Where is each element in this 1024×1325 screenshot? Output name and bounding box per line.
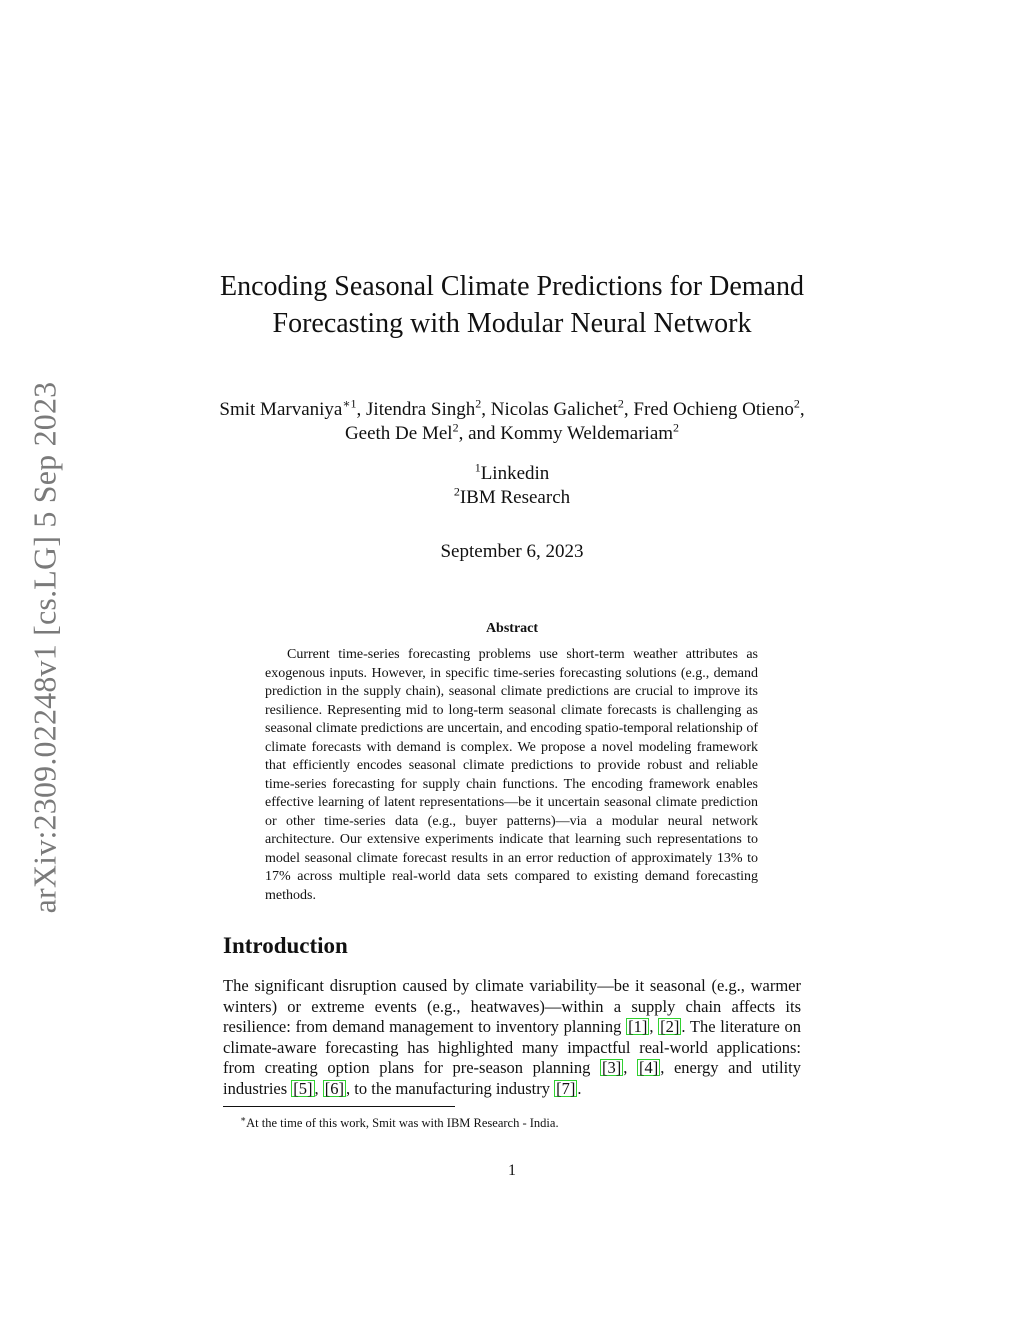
paper-title: Encoding Seasonal Climate Predictions for Demand Forecasting with Modular Neural Network [220, 271, 804, 339]
arxiv-stamp [24, 365, 66, 930]
body-text: , [623, 1058, 637, 1077]
affiliation-item [212, 462, 812, 486]
footnote-marker: ∗ [240, 1114, 247, 1124]
footnote-divider [223, 1106, 455, 1107]
body-text: , energy and utility industries [223, 1058, 801, 1098]
affiliation-list [212, 462, 812, 510]
author-affil-marker: 2 [475, 396, 482, 411]
citation-link[interactable]: [7] [556, 1078, 576, 1098]
author-name: Smit Marvaniya [219, 399, 343, 420]
author-affil-marker: 2 [673, 420, 680, 435]
footnote [240, 1111, 559, 1131]
citation-link[interactable]: [1] [628, 1017, 648, 1036]
affiliation-name: Linkedin [480, 463, 550, 484]
citation-link[interactable]: [4] [638, 1058, 659, 1077]
body-text: The significant disruption caused by climate variability—be it seasonal (e.g., warmer winters) or extreme events (e.g., heatwaves)—within a supply chain affects its resilience: from demand management to inventory planning [223, 976, 801, 1036]
body-text: , [314, 1078, 323, 1098]
author-name: , Jitendra Singh [356, 399, 476, 420]
author-affil-marker: ∗1 [342, 396, 357, 411]
author-name: , Geeth De Mel [344, 399, 805, 444]
arxiv-stamp-text: arXiv:2309.02248v1 [cs.LG] 5 Sep 2023 [26, 381, 63, 914]
page-number: 1 [508, 1162, 516, 1179]
affiliation-name: IBM Research [459, 487, 571, 508]
author-list [212, 398, 812, 446]
citation-link[interactable]: [5] [293, 1078, 313, 1098]
introduction-paragraph [223, 976, 801, 1099]
author-name: , Nicolas Galichet [481, 399, 618, 420]
author-name: , Fred Ochieng Otieno [623, 399, 794, 420]
citation-link[interactable]: [3] [601, 1058, 622, 1077]
abstract-text: Current time-series forecasting problems use short-term weather attributes as exogenous inputs. However, in specific time-series forecasting solutions (e.g., demand prediction in the supply chain), seasonal climate predictions are crucial to improve its resilience. Representing mid to long-term seasonal climate forecasts is challenging as seasonal climate predictions are uncertain, and encoding spatio-temporal relationship of climate forecasts with demand is complex. We propose a novel modeling framework that efficiently encodes seasonal climate predictions to provide robust and reliable time-series forecasting for supply chain functions. The encoding framework enables effective learning of latent representations—be it uncertain seasonal climate prediction or other time-series data (e.g., buyer patterns)—via a modular neural network architecture. Our extensive experiments indicate that learning such representations to model seasonal climate forecast results in an error reduction of approximately 13% to 17% across multiple real-world data sets compared to existing demand forecasting methods. [265, 647, 758, 903]
affiliation-marker: 1 [474, 460, 481, 475]
author-affil-marker: 2 [793, 396, 800, 411]
author-name: , and Kommy Weldemariam [458, 423, 674, 444]
author-affil-marker: 2 [452, 420, 459, 435]
body-text: , [649, 1017, 659, 1036]
citation-link[interactable]: [2] [660, 1017, 680, 1036]
body-text: . The literature on climate-aware forecasting has highlighted many impactful real-world applications: from creating option plans for pre-season planning [223, 1017, 802, 1077]
affiliation-marker: 2 [453, 484, 460, 499]
body-text: , to the manufacturing industry [346, 1078, 555, 1098]
citation-link[interactable]: [6] [324, 1078, 345, 1098]
author-affil-marker: 2 [617, 396, 624, 411]
abstract-heading: Abstract [485, 621, 539, 636]
footnote-text: At the time of this work, Smit was with IBM Research - India. [246, 1116, 559, 1131]
body-text: . [577, 1078, 582, 1098]
affiliation-item [212, 486, 812, 510]
publication-date: September 6, 2023 [440, 541, 584, 562]
introduction-heading: Introduction [223, 933, 348, 958]
